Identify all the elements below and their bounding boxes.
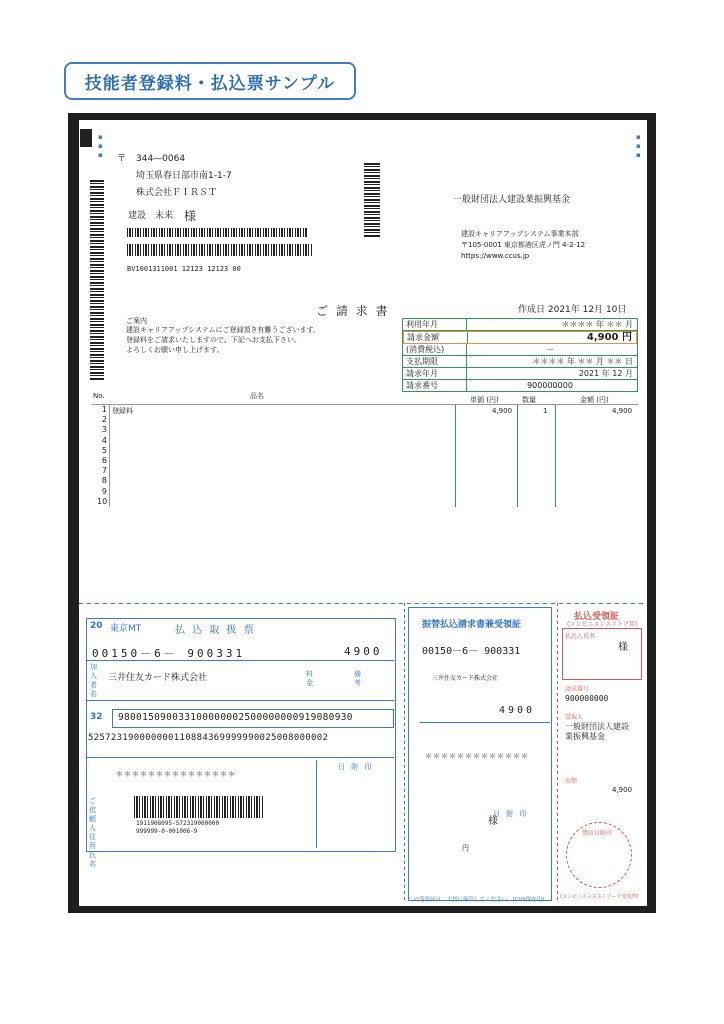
notice-line-2: 登録料をご請求いたしますので、下記へお支払下さい。 [126, 336, 301, 344]
notice-line-3: よろしくお願い申し上げます。 [126, 346, 224, 354]
items-green-rule [555, 405, 556, 507]
summary-value: ＊＊＊＊ 年 ＊＊ 月 ＊＊ 日 [532, 357, 633, 366]
sender-org: 一般財団法人建設業振興基金 [453, 195, 571, 205]
item-numbers: 1 2 3 4 5 6 7 8 9 10 [97, 405, 108, 506]
slip1-amount: 4900 [344, 645, 383, 658]
vertical-barcode-left [90, 180, 104, 380]
slip1-ocr1: 980015090033100000002500000000919080930 [118, 712, 353, 723]
items-header-rule [92, 404, 638, 405]
items-header-qty: 数量 [522, 396, 536, 404]
summary-row [403, 380, 637, 391]
slip1-name-label: 加入者名 [90, 663, 97, 698]
item-1-name: 登録料 [112, 407, 133, 415]
slip1-barcode-no2: 999999-0-001006-9 [136, 828, 198, 835]
summary-value: 4,900 円 [586, 332, 632, 343]
postal-code: 344―0064 [136, 154, 186, 164]
slip1-rule [86, 660, 394, 661]
items-header-unit: 単価 (円) [470, 396, 499, 404]
invoice-title: ご 請 求 書 [316, 304, 390, 318]
color-dots-right: ▪ ▪ ▪ [636, 133, 641, 159]
color-dots: ▪ ▪ ▪ [98, 133, 103, 159]
slip1-masked: ＊＊＊＊＊＊＊＊＊＊＊＊＊＊＊ [116, 770, 236, 778]
items-col-rule [109, 405, 110, 507]
summary-label: 利用年月 [403, 319, 467, 330]
item-1-amount: 4,900 [612, 407, 633, 415]
summary-label: 請求年月 [403, 368, 467, 379]
slip2-yen: 円 [462, 844, 469, 852]
items-header-amount: 金額 (円) [580, 396, 609, 404]
slip2-rule [420, 722, 550, 723]
summary-row-amount [403, 331, 637, 344]
summary-row [403, 356, 637, 368]
summary-row [403, 319, 637, 331]
slip2-masked: ＊＊＊＊＊＊＊＊＊＊＊＊＊ [425, 752, 529, 760]
summary-value: － [546, 345, 554, 354]
items-green-rule [455, 405, 456, 507]
notice-title: ご案内 [126, 317, 147, 325]
barcode-text: BV1001311001 12123 12123 00 [127, 265, 241, 273]
slip3-honorific: 様 [618, 642, 628, 653]
summary-value: 900000000 [527, 381, 573, 390]
slip1-depositor-label: ご依頼人住所氏名 [89, 797, 96, 868]
sender-dept: 建設キャリアアップシステム事業本部 [461, 230, 579, 238]
slip1-account: 00150－6－ 900331 [92, 647, 246, 660]
slip3-title: 払込受領証 [574, 612, 620, 622]
slip2-payee: 三井住友カード株式会社 [432, 675, 499, 682]
slip1-code2: 東京MT [110, 624, 142, 634]
slip3-recv-name: 一般財団法人建設業振興基金 [565, 722, 629, 741]
perforation-vertical [404, 603, 405, 903]
slip1-barcode-no: 1911908095-572319000000 [136, 820, 220, 827]
items-header-name: 品名 [250, 392, 264, 400]
perforation-line [79, 603, 647, 604]
address-company: 株式会社ＦＩＲＳＴ [136, 188, 218, 198]
vertical-barcode-center [364, 163, 380, 237]
slip1-stamp-label: 日 附 印 [338, 763, 374, 771]
customer-barcode [127, 228, 307, 237]
slip2-title: 振替払込請求書兼受領証 [422, 620, 522, 630]
slip1-num-label: 32 [90, 712, 103, 722]
slip3-subtitle: (コンビニエンスストア用) [567, 621, 638, 628]
created-date: 作成日 2021年 12月 10日 [518, 305, 627, 315]
summary-label: 支払期限 [403, 356, 467, 367]
slip2-footer: この受領証は、大切に保管してください。(CVS保存用) [408, 897, 545, 903]
items-green-rule [517, 405, 518, 507]
notice-line-1: 建設キャリアアップシステムにご登録頂き有難うございます。 [126, 326, 320, 334]
slip2-stamp-label: 日 附 印 [493, 810, 529, 818]
slip1-fee-label: 料金 [306, 670, 313, 687]
summary-value: ＊＊＊＊ 年 ＊＊ 月 [561, 320, 633, 329]
slip3-footer: (コンビニエンスストアーで受領印) [560, 894, 639, 900]
slip1-note-label: 備考 [354, 670, 361, 687]
slip1-barcode [134, 796, 264, 818]
address-line1: 埼玉県春日部市南1-1-7 [136, 171, 232, 181]
slip3-recv-label: 受取人 [565, 714, 584, 721]
summary-row [403, 344, 637, 356]
slip1-payee: 三井住友カード株式会社 [108, 673, 208, 683]
slip1-rule [86, 700, 394, 701]
page-title: 技能者登録料・払込票サンプル [64, 62, 356, 100]
address-recipient: 建設 未来 [128, 211, 174, 221]
slip2-honorific: 様 [488, 816, 498, 827]
slip1-title: 払 込 取 扱 票 [175, 625, 256, 636]
item-1-qty: 1 [543, 407, 548, 415]
slip2-amount: 4900 [499, 705, 536, 716]
address-honorific: 様 [184, 209, 197, 223]
postal-mark: 〒 [117, 154, 127, 164]
sender-url: https://www.ccus.jp [461, 252, 530, 260]
summary-label: 請求番号 [403, 380, 467, 391]
slip1-rule [316, 760, 317, 848]
summary-value: 2021 年 12 月 [578, 369, 633, 378]
slip3-invoice-label: 請求番号 [565, 686, 590, 693]
summary-label: (消費税込) [403, 344, 467, 355]
slip1-rule [86, 757, 394, 758]
slip3-stamp-label: 領収日附印 [582, 830, 613, 837]
registration-mark [80, 129, 92, 147]
summary-label: 請求金額 [404, 332, 468, 343]
summary-row [403, 368, 637, 380]
slip1-ocr2: 525723190000000110884369999990025008000002 [88, 733, 329, 743]
slip3-invoice-no: 900000000 [565, 694, 609, 703]
slip3-amount: 4,900 [612, 786, 633, 794]
sender-address: 〒105-0001 東京都港区虎ノ門 4-2-12 [461, 241, 586, 249]
slip3-amount-label: 金額 [565, 778, 578, 785]
summary-table [402, 318, 638, 392]
postal-barcode [127, 244, 312, 256]
slip3-payer-label: 払込人氏名 [565, 633, 596, 640]
item-1-unit: 4,900 [492, 407, 513, 415]
slip2-account: 00150－6－ 900331 [422, 646, 521, 657]
perforation-vertical-red [557, 603, 558, 903]
slip1-code: 20 [90, 621, 103, 631]
items-header-no: No. [93, 392, 105, 400]
